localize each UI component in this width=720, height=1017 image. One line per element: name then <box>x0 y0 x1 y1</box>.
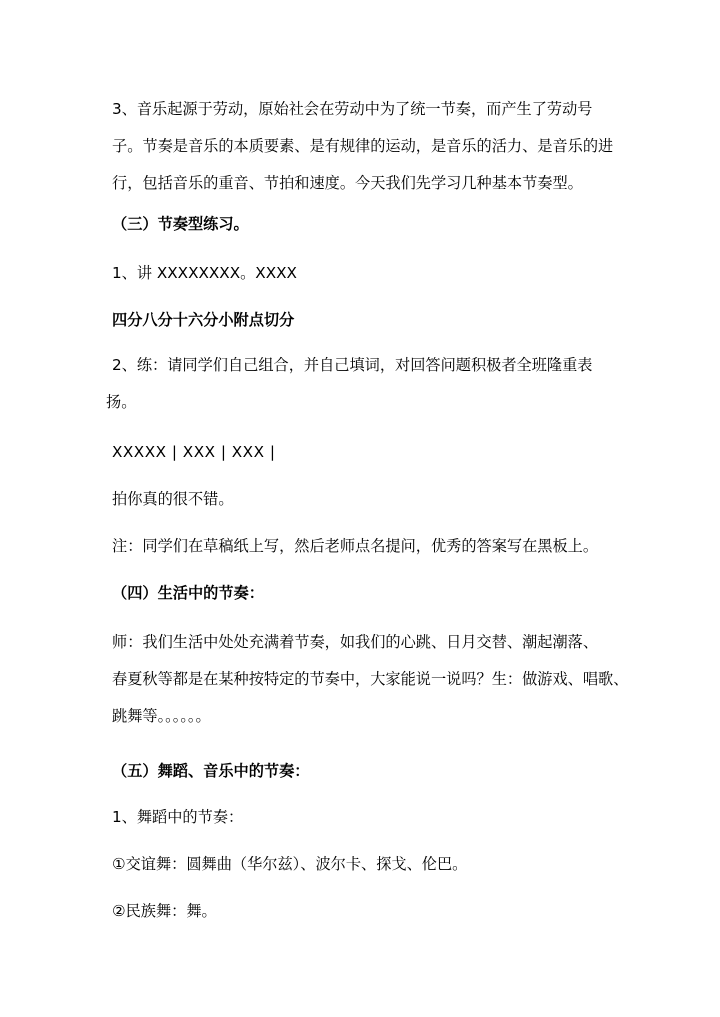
section-heading-life-rhythm: （四）生活中的节奏： <box>112 584 264 602</box>
paragraph-line: 2、练：请同学们自己组合，并自己填词，对回答问题积极者全班隆重表 <box>112 356 593 374</box>
social-dance-item: ①交谊舞：圆舞曲（华尔兹）、波尔卡、探戈、伦巴。 <box>112 855 468 873</box>
section-heading-rhythm-practice: （三）节奏型练习。 <box>112 215 249 233</box>
rhythm-pattern: XXXXX | XXX | XXX | <box>112 443 276 461</box>
folk-dance-item: ②民族舞：舞。 <box>112 902 217 920</box>
example-lyrics: 拍你真的很不错。 <box>112 490 234 508</box>
paragraph-line: 师：我们生活中处处充满着节奏，如我们的心跳、日月交替、潮起潮落、 <box>112 633 598 651</box>
dance-rhythm-item: 1、舞蹈中的节奏： <box>112 808 244 826</box>
paragraph-line: 跳舞等。。。。。。 <box>112 707 211 725</box>
item-practice <box>106 347 657 421</box>
paragraph-line: 春夏秋等都是在某种按特定的节奏中，大家能说一说吗？生：做游戏、唱歌、 <box>112 670 629 688</box>
paragraph-line: 扬。 <box>106 393 137 411</box>
teacher-note: 注：同学们在草稿纸上写，然后老师点名提问，优秀的答案写在黑板上。 <box>112 537 598 555</box>
item-teach-rhythm: 1、讲 XXXXXXXX。XXXX <box>112 264 297 282</box>
note-types-line: 四分八分十六分小附点切分 <box>112 311 295 329</box>
teacher-paragraph <box>112 624 657 735</box>
paragraph-music-origin <box>112 91 657 202</box>
paragraph-line: 3、音乐起源于劳动，原始社会在劳动中为了统一节奏，而产生了劳动号 <box>112 100 593 118</box>
section-heading-dance-music-rhythm: （五）舞蹈、音乐中的节奏： <box>112 762 310 780</box>
paragraph-line: 子。节奏是音乐的本质要素、是有规律的运动，是音乐的活力、是音乐的进 <box>112 137 614 155</box>
paragraph-line: 行，包括音乐的重音、节拍和速度。今天我们先学习几种基本节奏型。 <box>112 174 583 192</box>
